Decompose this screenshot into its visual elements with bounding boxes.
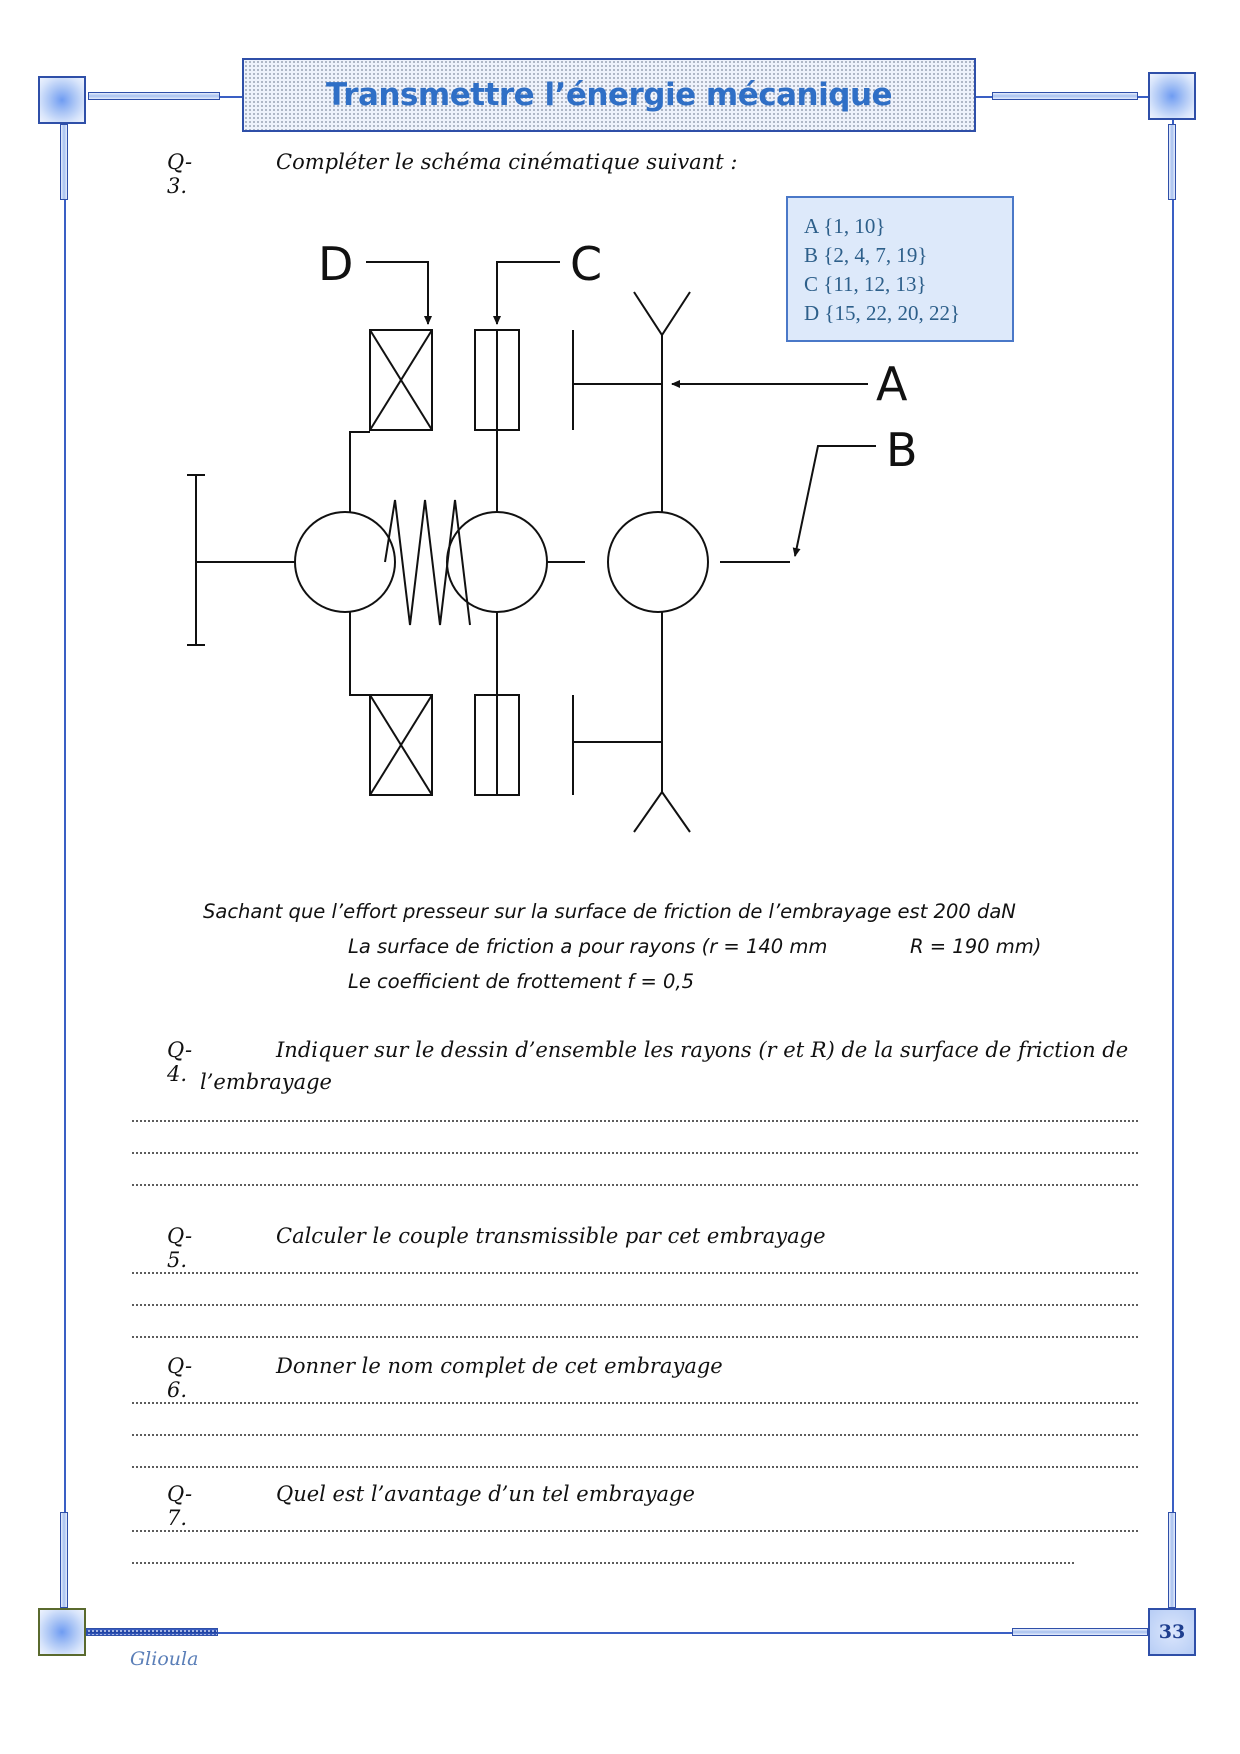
frame-bar-bottom-left — [86, 1628, 218, 1636]
answer-line[interactable] — [131, 1184, 1139, 1186]
answer-line[interactable] — [131, 1434, 1139, 1436]
fork-top — [634, 292, 690, 335]
fork-bottom — [634, 792, 690, 832]
given-line-1: Sachant que l’effort presseur sur la surface de friction de l’embrayage est 200 daN — [203, 900, 1016, 923]
question-text: Quel est l’avantage d’un tel embrayage — [276, 1482, 695, 1506]
leader-b — [795, 446, 876, 556]
leader-c — [497, 262, 560, 324]
answer-line[interactable] — [131, 1120, 1139, 1122]
question-text-continued: l’embrayage — [200, 1070, 332, 1094]
given-line-2a: La surface de friction a pour rayons (r = 140 mm — [348, 935, 828, 958]
given-line-3: Le coefficient de frottement f = 0,5 — [348, 970, 695, 993]
answer-line[interactable] — [131, 1562, 1075, 1564]
link-circle-1 — [295, 512, 395, 612]
corner-ornament-bottom-left — [38, 1608, 86, 1656]
question-number: Q-5. — [167, 1224, 193, 1272]
frame-bar-right-bottom — [1168, 1512, 1176, 1608]
page-number: 33 — [1148, 1608, 1196, 1656]
answer-line[interactable] — [131, 1402, 1139, 1404]
link-circle-3 — [608, 512, 708, 612]
question-text: Calculer le couple transmissible par cet embrayage — [276, 1224, 826, 1248]
answer-line[interactable] — [131, 1272, 1139, 1274]
question-number: Q-7. — [167, 1482, 193, 1530]
frame-bottom-line — [88, 1632, 1150, 1634]
frame-bar-bottom-right — [1012, 1628, 1148, 1636]
given-line-2b: R = 190 mm) — [910, 935, 1042, 958]
question-text: Compléter le schéma cinématique suivant : — [276, 150, 738, 174]
legend-item-b: B {2, 4, 7, 19} — [804, 243, 928, 267]
question-number: Q-3. — [167, 150, 193, 198]
answer-line[interactable] — [131, 1336, 1139, 1338]
label-d: D — [318, 237, 354, 291]
author-signature: Glioula — [130, 1648, 199, 1670]
answer-line[interactable] — [131, 1466, 1139, 1468]
question-number: Q-6. — [167, 1354, 193, 1402]
legend-item-d: D {15, 22, 20, 22} — [804, 301, 961, 325]
label-c: C — [570, 237, 603, 291]
question-text: Donner le nom complet de cet embrayage — [276, 1354, 723, 1378]
spring — [385, 500, 470, 625]
question-number: Q-4. — [167, 1038, 193, 1086]
label-a: A — [876, 357, 908, 411]
frame-bar-left-bottom — [60, 1512, 68, 1608]
answer-line[interactable] — [131, 1152, 1139, 1154]
leader-d — [366, 262, 428, 324]
question-text: Indiquer sur le dessin d’ensemble les rayons (r et R) de la surface de friction de — [276, 1038, 1129, 1062]
page-title: Transmettre l’énergie mécanique — [325, 77, 893, 113]
label-b: B — [886, 423, 918, 477]
answer-line[interactable] — [131, 1530, 1139, 1532]
answer-line[interactable] — [131, 1304, 1139, 1306]
legend-item-c: C {11, 12, 13} — [804, 272, 927, 296]
legend-item-a: A {1, 10} — [804, 214, 886, 238]
